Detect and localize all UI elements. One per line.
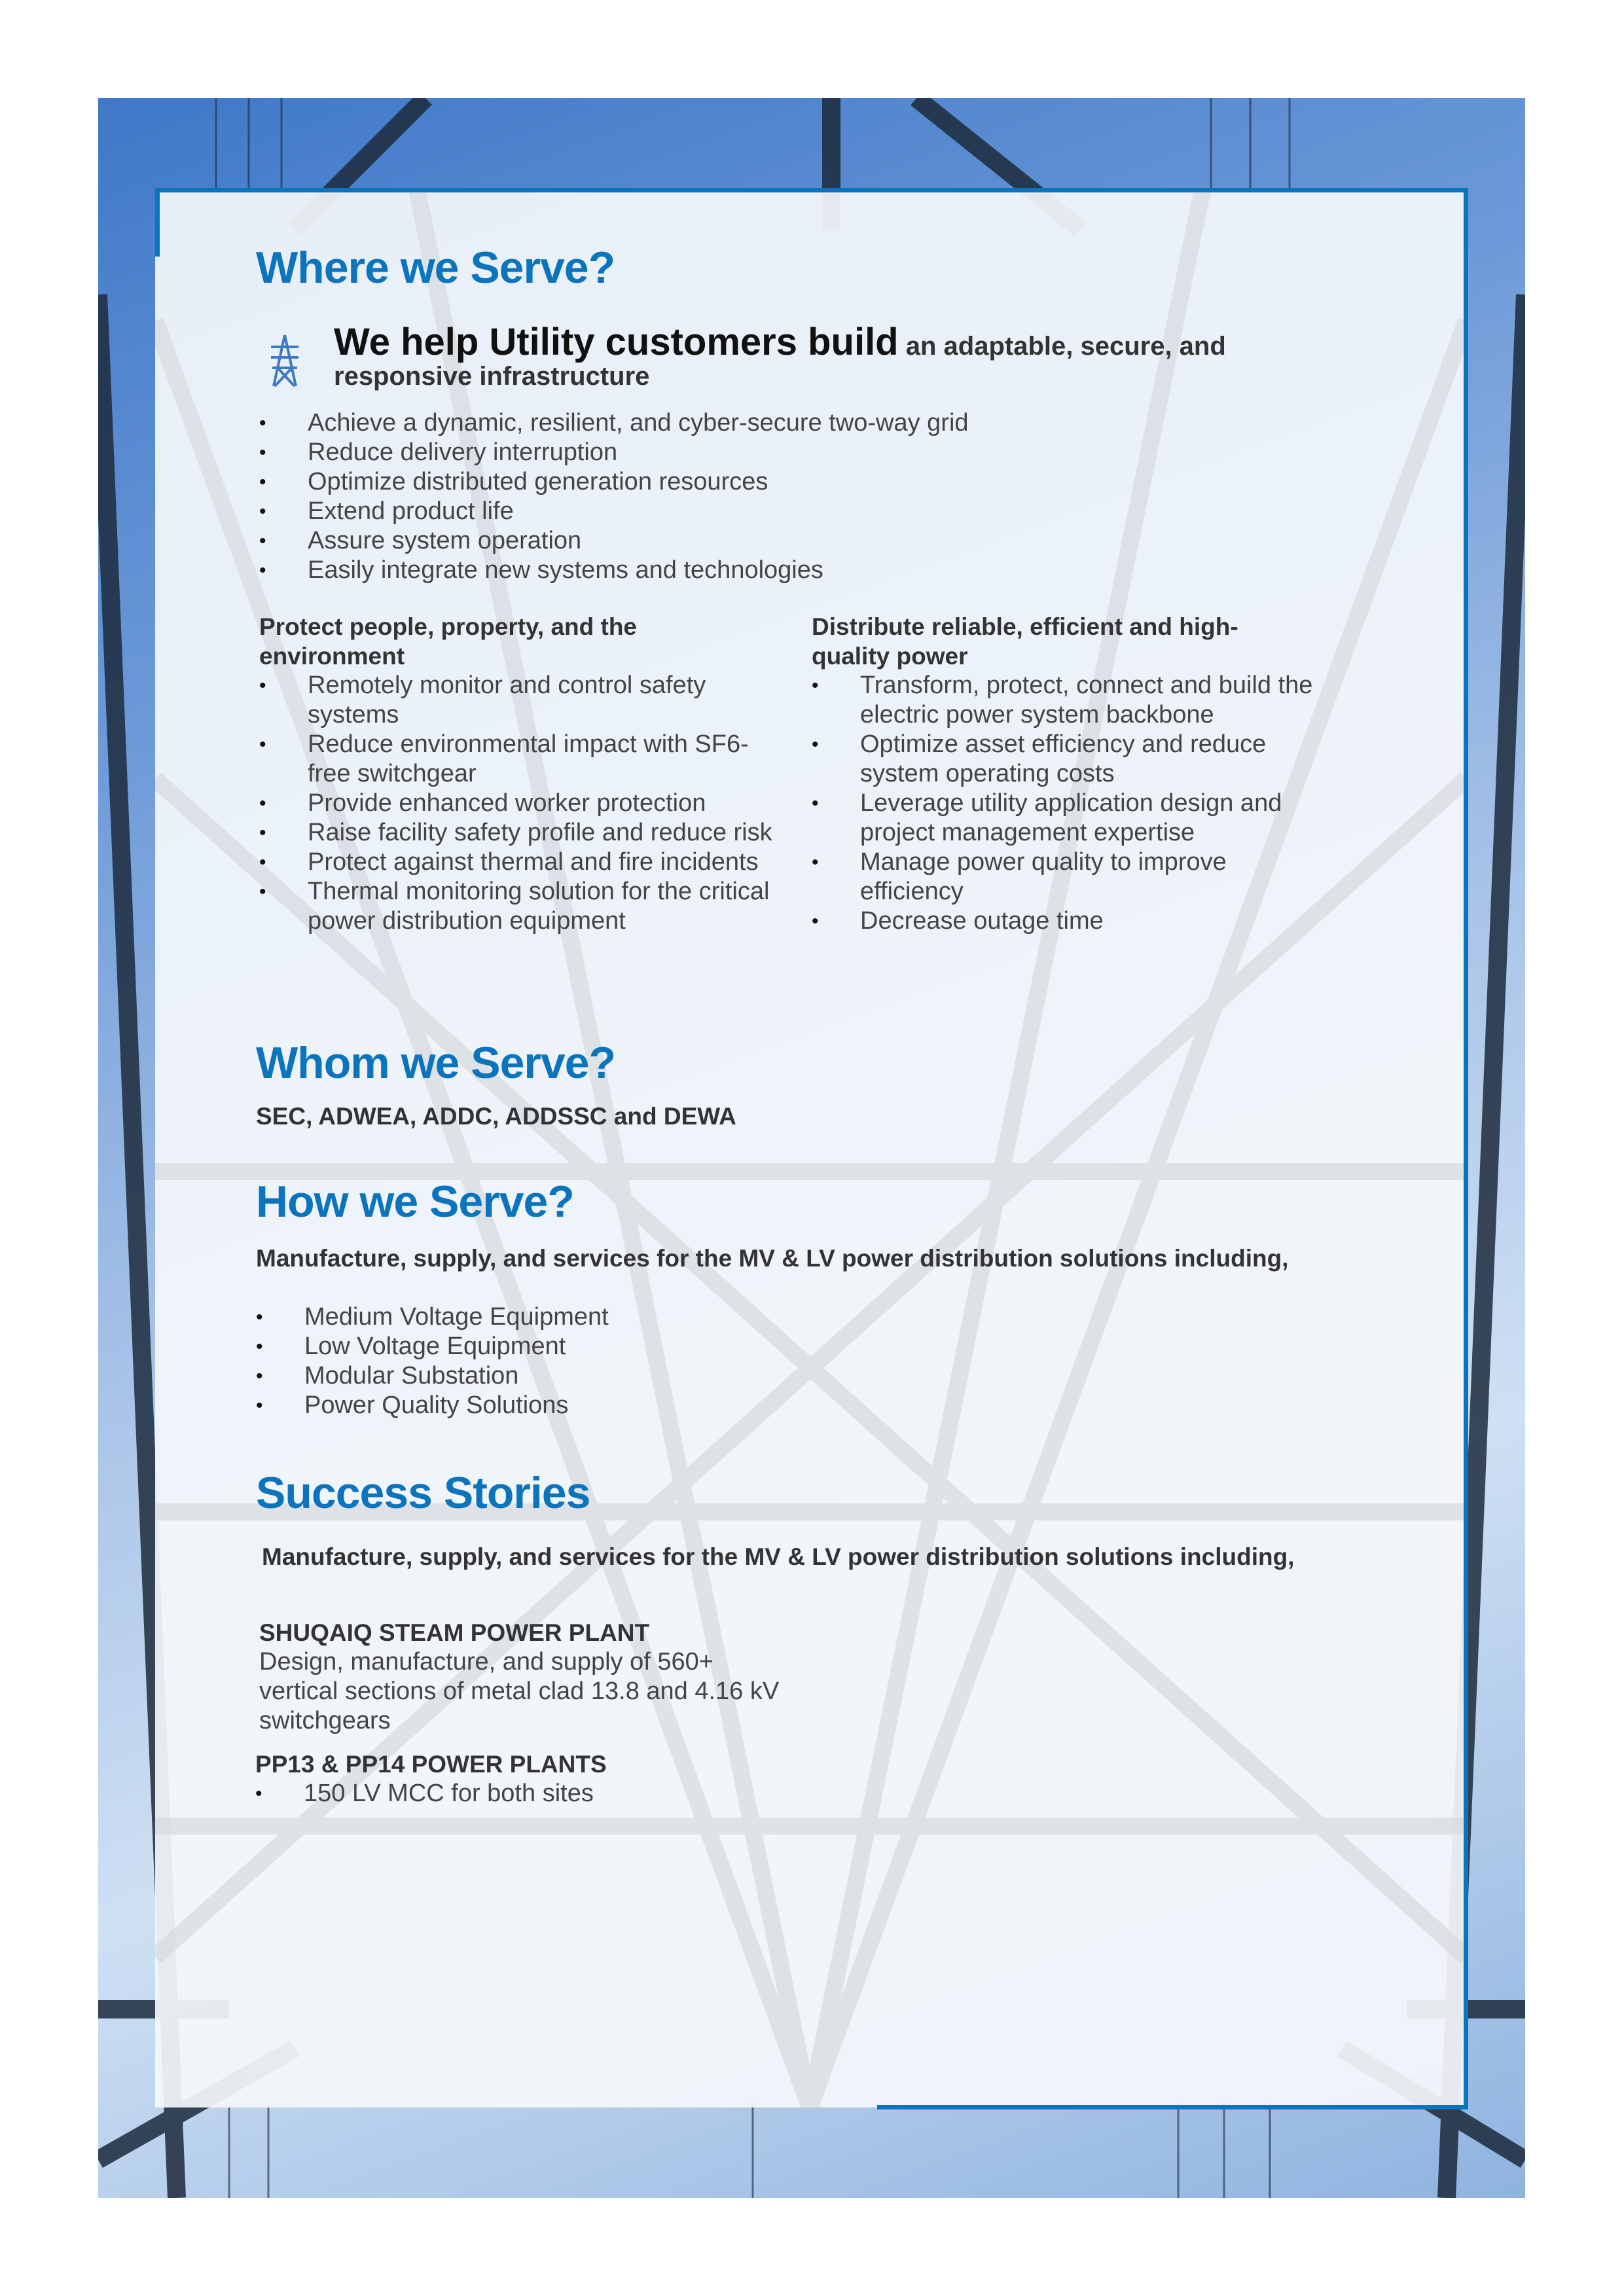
success-title: Success Stories [256,1468,590,1518]
where-bullets [259,408,1372,585]
list-item: • Protect against thermal and fire incidents [259,848,783,877]
list-item: • 150 LV MCC for both sites [255,1779,910,1808]
list-item: • Reduce delivery interruption [259,438,1372,467]
how-bullets [256,1302,1041,1420]
left-column-heading: Protect people, property, and the environment [259,613,638,670]
story1-text: Design, manufacture, and supply of 560+ vertical sections of metal clad 13.8 and 4.16 kV switchgears [259,1648,780,1734]
whom-title: Whom we Serve? [256,1038,616,1088]
list-item: • Optimize distributed generation resources [259,467,1372,497]
border-bottom [877,2105,1468,2109]
story2-title: PP13 & PP14 POWER PLANTS [255,1751,607,1778]
list-item: • Thermal monitoring solution for the critical power distribution equipment [259,877,783,936]
list-item: • Reduce environmental impact with SF6-free switchgear [259,730,783,789]
lead-statement [334,321,1316,391]
border-top [155,188,1468,192]
list-item: • Remotely monitor and control safety systems [259,671,783,730]
list-item: • Extend product life [259,497,1372,526]
story2-bullets [255,1779,910,1808]
list-item: • Low Voltage Equipment [256,1332,1041,1361]
list-item: • Decrease outage time [812,906,1335,936]
border-right [1464,188,1468,2109]
list-item: • Leverage utility application design and project management expertise [812,789,1335,848]
list-item: • Easily integrate new systems and technologies [259,556,1372,585]
lead-rest: an adaptable, secure, and responsive infrastructure [334,332,1226,391]
right-column-heading: Distribute reliable, efficient and high-quality power [812,613,1238,670]
border-left [155,188,160,257]
lead-big: We help Utility customers build [334,321,899,363]
list-item: • Transform, protect, connect and build the electric power system backbone [812,671,1335,730]
how-intro: Manufacture, supply, and services for the MV & LV power distribution solutions including, [256,1245,1289,1272]
list-item: • Medium Voltage Equipment [256,1302,1041,1332]
how-title: How we Serve? [256,1177,574,1227]
list-item: • Manage power quality to improve efficiency [812,848,1335,906]
list-item: • Raise facility safety profile and reduce risk [259,818,783,848]
story1-title: SHUQAIQ STEAM POWER PLANT [259,1619,650,1646]
right-column-bullets [812,671,1335,936]
success-intro: Manufacture, supply, and services for the MV & LV power distribution solutions including, [262,1543,1295,1570]
whom-customers: SEC, ADWEA, ADDC, ADDSSC and DEWA [256,1103,736,1130]
list-item: • Power Quality Solutions [256,1391,1041,1420]
list-item: • Achieve a dynamic, resilient, and cyber-secure two-way grid [259,408,1372,438]
list-item: • Assure system operation [259,526,1372,556]
transmission-tower-icon [268,334,301,387]
list-item: • Provide enhanced worker protection [259,789,783,818]
left-column-bullets [259,671,783,936]
list-item: • Optimize asset efficiency and reduce system operating costs [812,730,1335,789]
where-title: Where we Serve? [256,243,615,293]
list-item: • Modular Substation [256,1361,1041,1391]
